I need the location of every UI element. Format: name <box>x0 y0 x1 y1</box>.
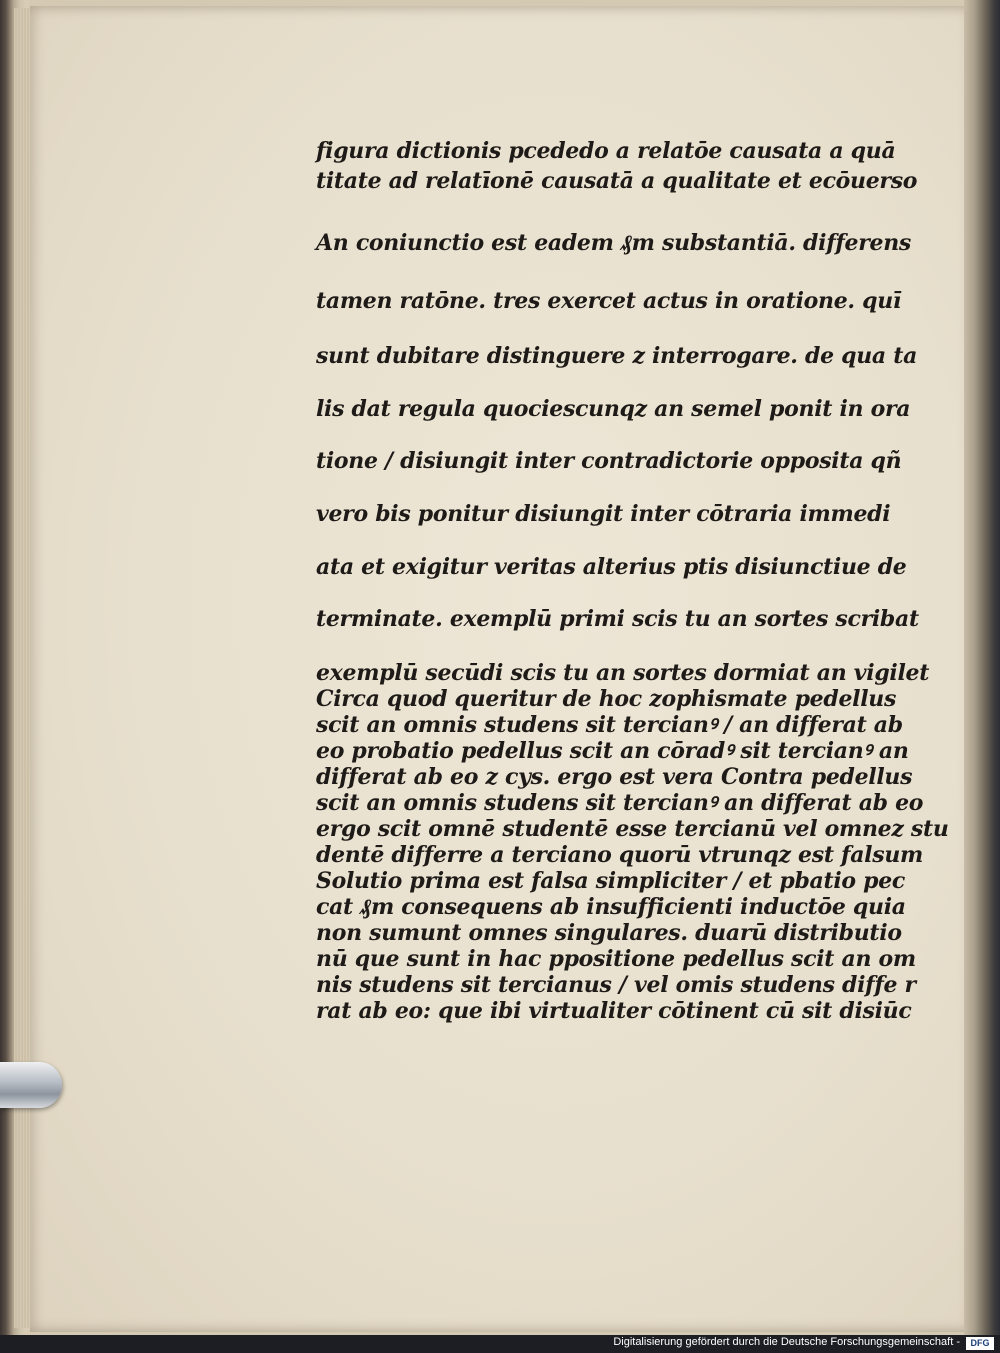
text-line: lis dat regula quociescunqz an semel ponit in ora <box>316 396 911 422</box>
text-line: differat ab eo z cys. ergo est vera Contra pedellus <box>316 764 913 790</box>
text-line: tamen ratōne. tres exercet actus in oratione. quī <box>316 288 901 314</box>
text-line: Solutio prima est falsa simpliciter / et pbatio pec <box>316 868 906 894</box>
text-line: sunt dubitare distinguere z interrogare. de qua ta <box>316 343 918 369</box>
text-line: terminate. exemplū primi scis tu an sortes scribat <box>316 606 919 632</box>
text-line: ergo scit omnē studentē esse tercianū vel omnez stu <box>316 816 949 842</box>
text-line: non sumunt omnes singulares. duarū distributio <box>316 920 902 946</box>
text-line: nis studens sit tercianus / vel omis studens diffe r <box>316 972 916 998</box>
text-line: titate ad relatīonē causatā a qualitate et ecōuerso <box>316 168 918 194</box>
text-line: exemplū secūdi scis tu an sortes dormiat an vigilet <box>316 660 930 686</box>
book-spine <box>964 0 1000 1335</box>
text-line: scit an omnis studens sit tercianꝰ an differat ab eo <box>316 790 924 816</box>
bleed-through-line <box>352 214 852 230</box>
text-line: cat ₰m consequens ab insufficienti inductōe quia <box>316 894 906 920</box>
text-line: An coniunctio est eadem ₰m substantiā. differens <box>316 230 911 256</box>
text-line: scit an omnis studens sit tercianꝰ / an differat ab <box>316 712 903 738</box>
text-line: figura dictionis pcededo a relatōe causata a quā <box>316 138 896 164</box>
text-line: vero bis ponitur disiungit inter cōtraria immedi <box>316 501 891 527</box>
text-line: eo probatio pedellus scit an cōradꝰ sit tercianꝰ an <box>316 738 909 764</box>
page-clip <box>0 1062 62 1108</box>
footer-bar <box>0 1335 1000 1353</box>
text-line: tione / disiungit inter contradictorie opposita qñ <box>316 448 902 474</box>
dfg-logo: DFG <box>966 1337 994 1350</box>
text-line: dentē differre a terciano quorū vtrunqz est falsum <box>316 842 923 868</box>
text-line: Circa quod queritur de hoc zophismate pedellus <box>316 686 897 712</box>
text-line: rat ab eo: que ibi virtualiter cōtinent cū sit disiūc <box>316 998 912 1024</box>
text-line: ata et exigitur veritas alterius ptis disiunctiue de <box>316 554 907 580</box>
funding-credit: Digitalisierung gefördert durch die Deutsche Forschungsgemeinschaft - <box>613 1336 960 1348</box>
page-edges <box>14 8 30 1328</box>
text-line: nū que sunt in hac ppositione pedellus scit an om <box>316 946 916 972</box>
